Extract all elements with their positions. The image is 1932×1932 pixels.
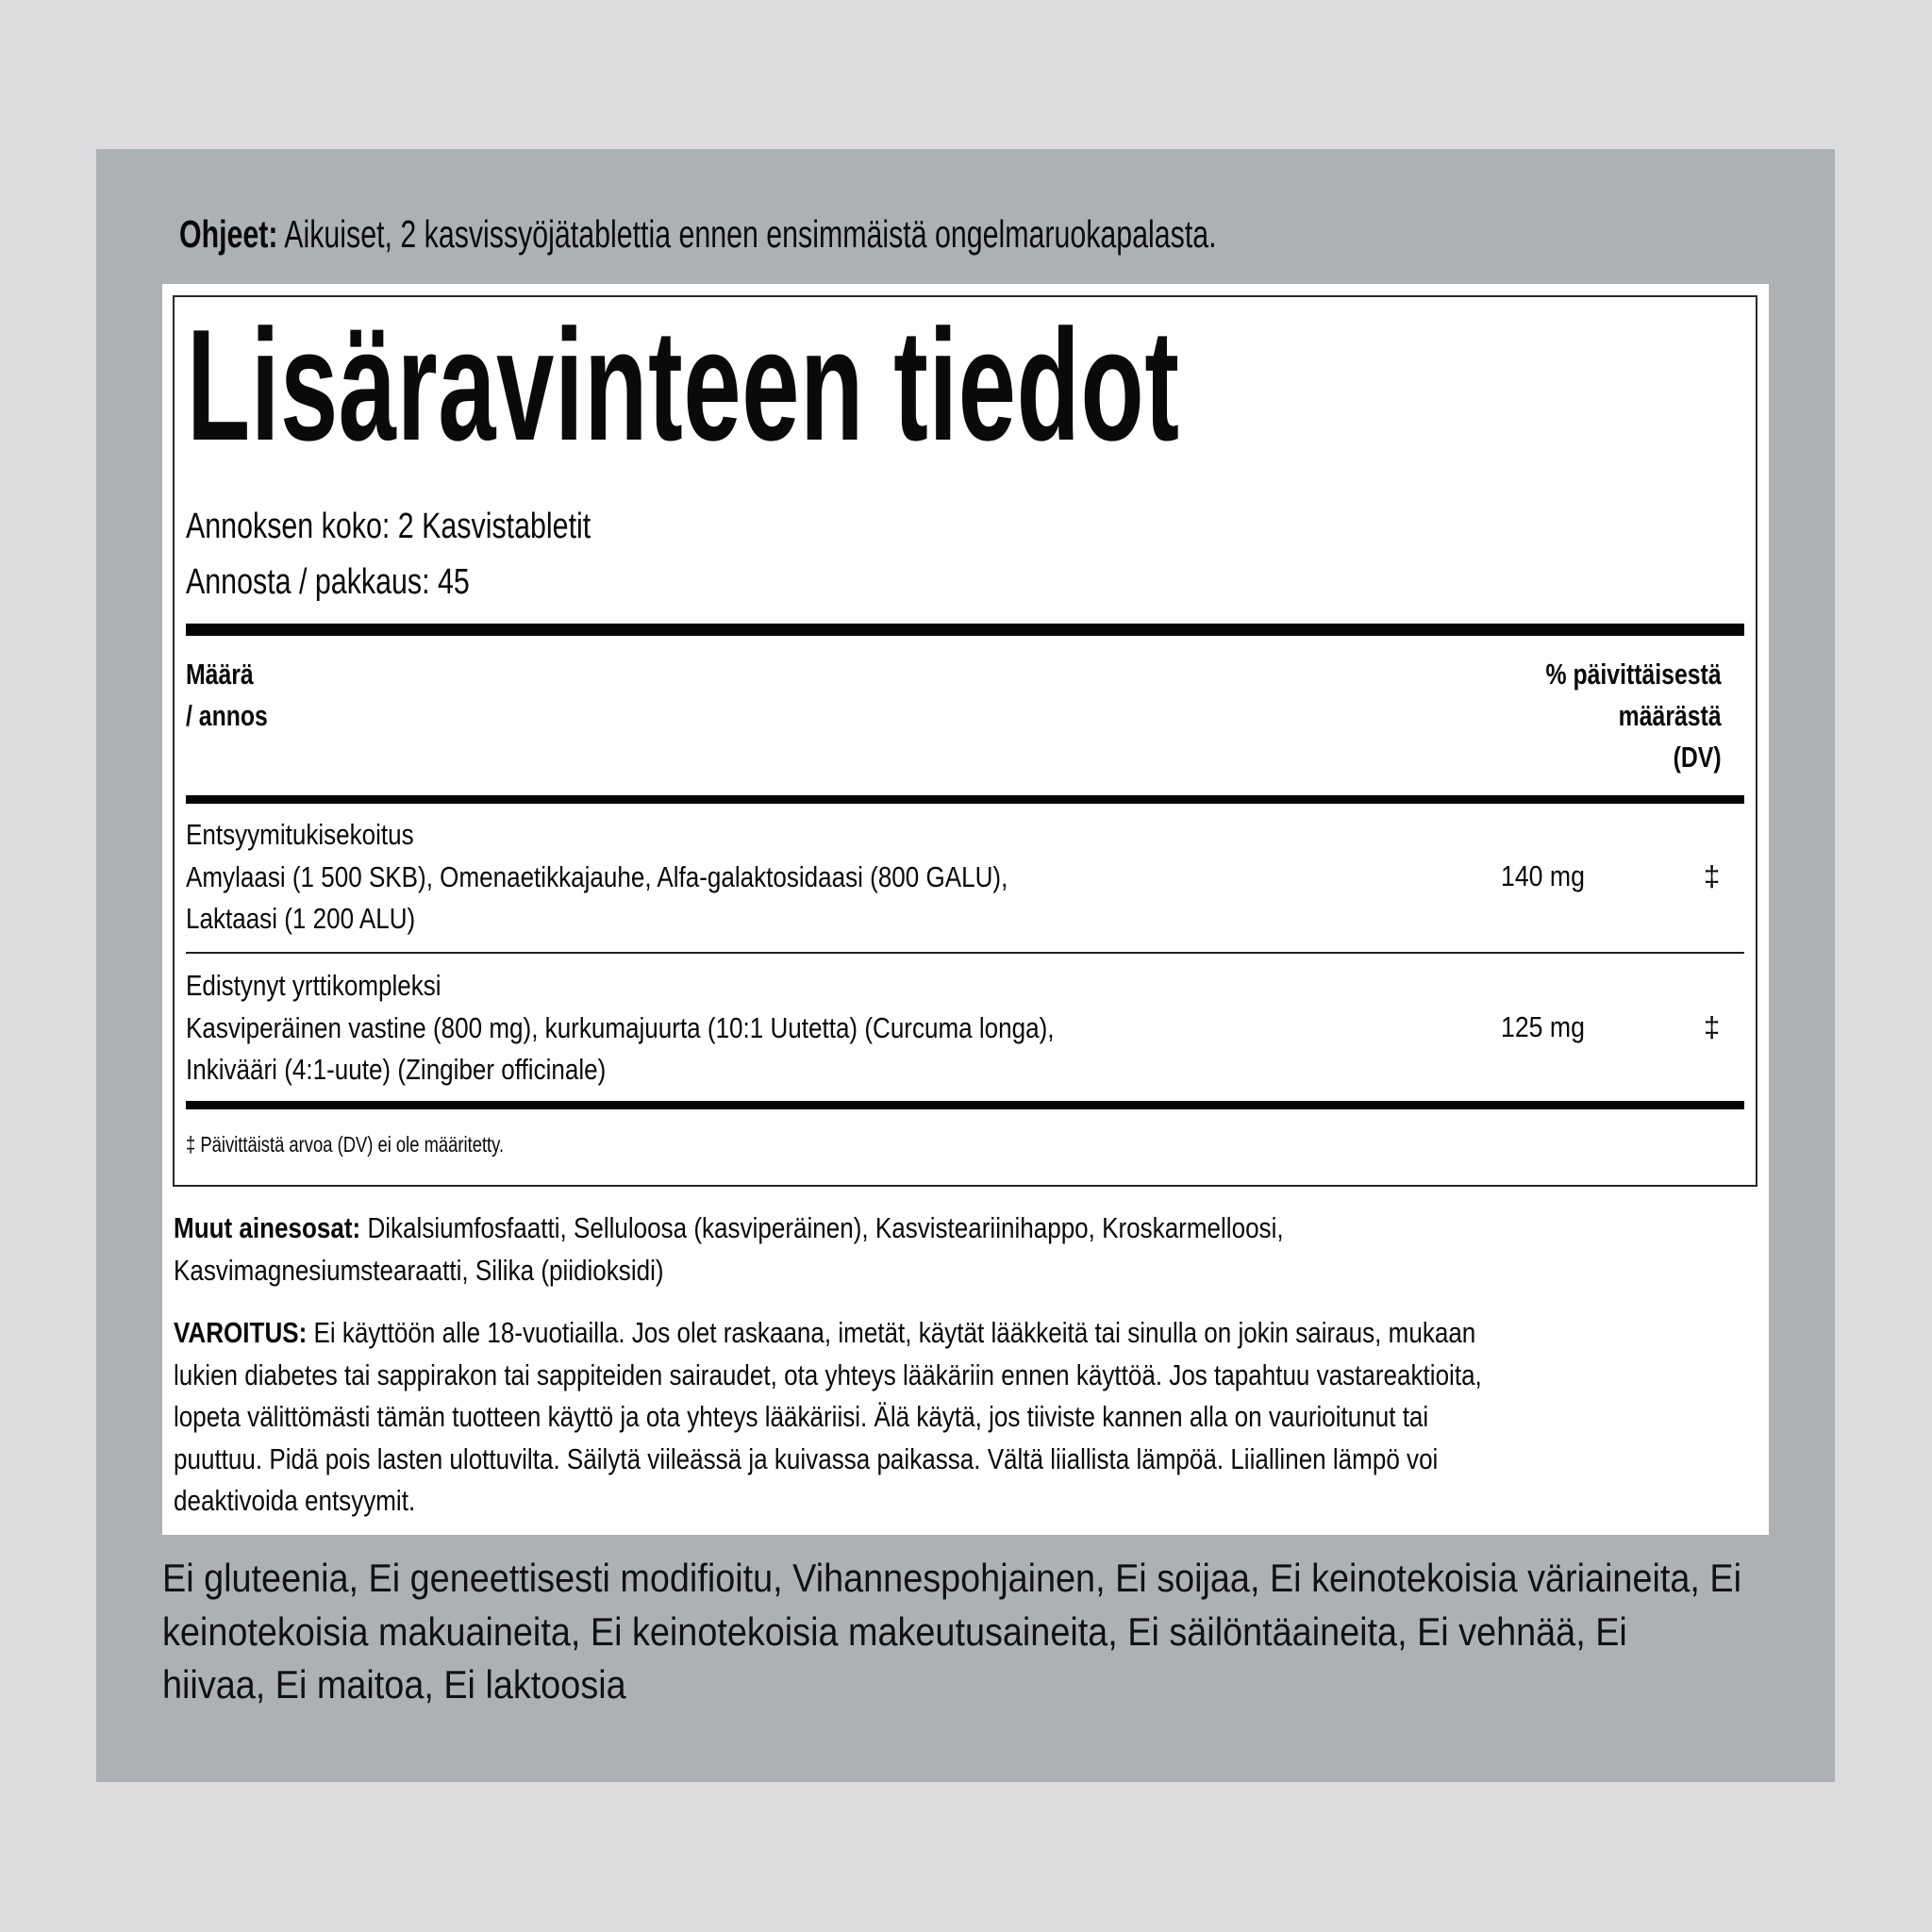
other-ingredients-label: Muut ainesosat:: [174, 1211, 361, 1244]
ingredient-detail: Inkivääri (4:1-uute) (Zingiber officinale): [186, 1053, 607, 1086]
thick-divider: [186, 795, 1744, 804]
features-line: Ei gluteenia, Ei geneettisesti modifioitu, Vihannespohjainen, Ei soijaa, Ei keinotekoisia väriaineita, Ei: [162, 1556, 1742, 1600]
thin-divider: [186, 952, 1744, 954]
warning-line: Ei käyttöön alle 18-vuotiailla. Jos olet raskaana, imetät, käytät lääkkeitä tai sinulla on jokin sairaus, mukaan: [307, 1316, 1476, 1349]
other-ingredients: [174, 1208, 1284, 1291]
servings-per-container: Annosta / pakkaus: 45: [186, 562, 470, 602]
header-right-line: (DV): [1674, 741, 1722, 774]
ingredient-amount: 125 mg: [1501, 1010, 1585, 1043]
features-line: hiivaa, Ei maitoa, Ei laktoosia: [162, 1662, 626, 1707]
other-ingredients-text: Dikalsiumfosfaatti, Selluloosa (kasviperäinen), Kasvisteariinihappo, Kroskarmelloosi,: [360, 1211, 1284, 1244]
table-row: [186, 814, 1008, 941]
ingredient-name: Entsyymitukisekoitus: [186, 818, 414, 851]
dv-dagger-symbol: ‡: [1704, 1010, 1721, 1043]
directions-label: Ohjeet:: [179, 212, 278, 256]
ingredient-name: Edistynyt yrttikompleksi: [186, 969, 441, 1002]
thick-divider: [186, 1101, 1744, 1109]
ingredient-detail: Amylaasi (1 500 SKB), Omenaetikkajauhe, Alfa-galaktosidaasi (800 GALU),: [186, 859, 1008, 893]
dv-dagger-symbol: ‡: [1704, 859, 1721, 892]
ingredient-amount: 140 mg: [1501, 859, 1585, 892]
header-left-line: / annos: [186, 699, 268, 732]
other-ingredients-text: Kasvimagnesiumstearaatti, Silika (piidioksidi): [174, 1253, 664, 1287]
warning-line: lopeta välittömästi tämän tuotteen käyttö ja ota yhteys lääkäriisi. Älä käytä, jos tiiviste kannen alla on vaurioitunut tai: [174, 1400, 1429, 1433]
serving-size: Annoksen koko: 2 Kasvistabletit: [186, 507, 591, 546]
warning-label: VAROITUS:: [174, 1316, 308, 1349]
header-right-line: % päivittäisestä: [1545, 658, 1722, 691]
amount-per-serving-header: [186, 654, 268, 737]
warning-line: lukien diabetes tai sappirakon tai sappiteiden sairaudet, ota yhteys lääkäriin ennen käyttöä. Jos tapahtuu vastareaktioita,: [174, 1357, 1482, 1391]
ingredient-detail: Laktaasi (1 200 ALU): [186, 902, 416, 935]
supplement-facts-title: Lisäravinteen tiedot: [187, 296, 1180, 474]
product-features: [162, 1552, 1741, 1712]
header-right-line: määrästä: [1619, 699, 1722, 732]
warning-line: deaktivoida entsyymit.: [174, 1484, 416, 1517]
features-line: keinotekoisia makuaineita, Ei keinotekoisia makeutusaineita, Ei säilöntäaineita, Ei vehnää, Ei: [162, 1608, 1627, 1654]
directions-text: [179, 211, 1217, 257]
dv-footnote: ‡ Päivittäistä arvoa (DV) ei ole määritetty.: [186, 1132, 505, 1157]
daily-value-header: [1546, 654, 1722, 778]
ingredient-detail: Kasviperäinen vastine (800 mg), kurkumajuurta (10:1 Uutetta) (Curcuma longa),: [186, 1010, 1055, 1044]
table-row: [186, 965, 1055, 1091]
warning-line: puuttuu. Pidä pois lasten ulottuvilta. Säilytä viileässä ja kuivassa paikassa. Vältä liiallista lämpöä. Liiallinen lämpö voi: [174, 1441, 1439, 1475]
thick-divider: [186, 624, 1744, 636]
header-left-line: Määrä: [186, 658, 254, 691]
directions-body: Aikuiset, 2 kasvissyöjätablettia ennen ensimmäistä ongelmaruokapalasta.: [277, 212, 1217, 256]
warning-text: [174, 1312, 1482, 1523]
